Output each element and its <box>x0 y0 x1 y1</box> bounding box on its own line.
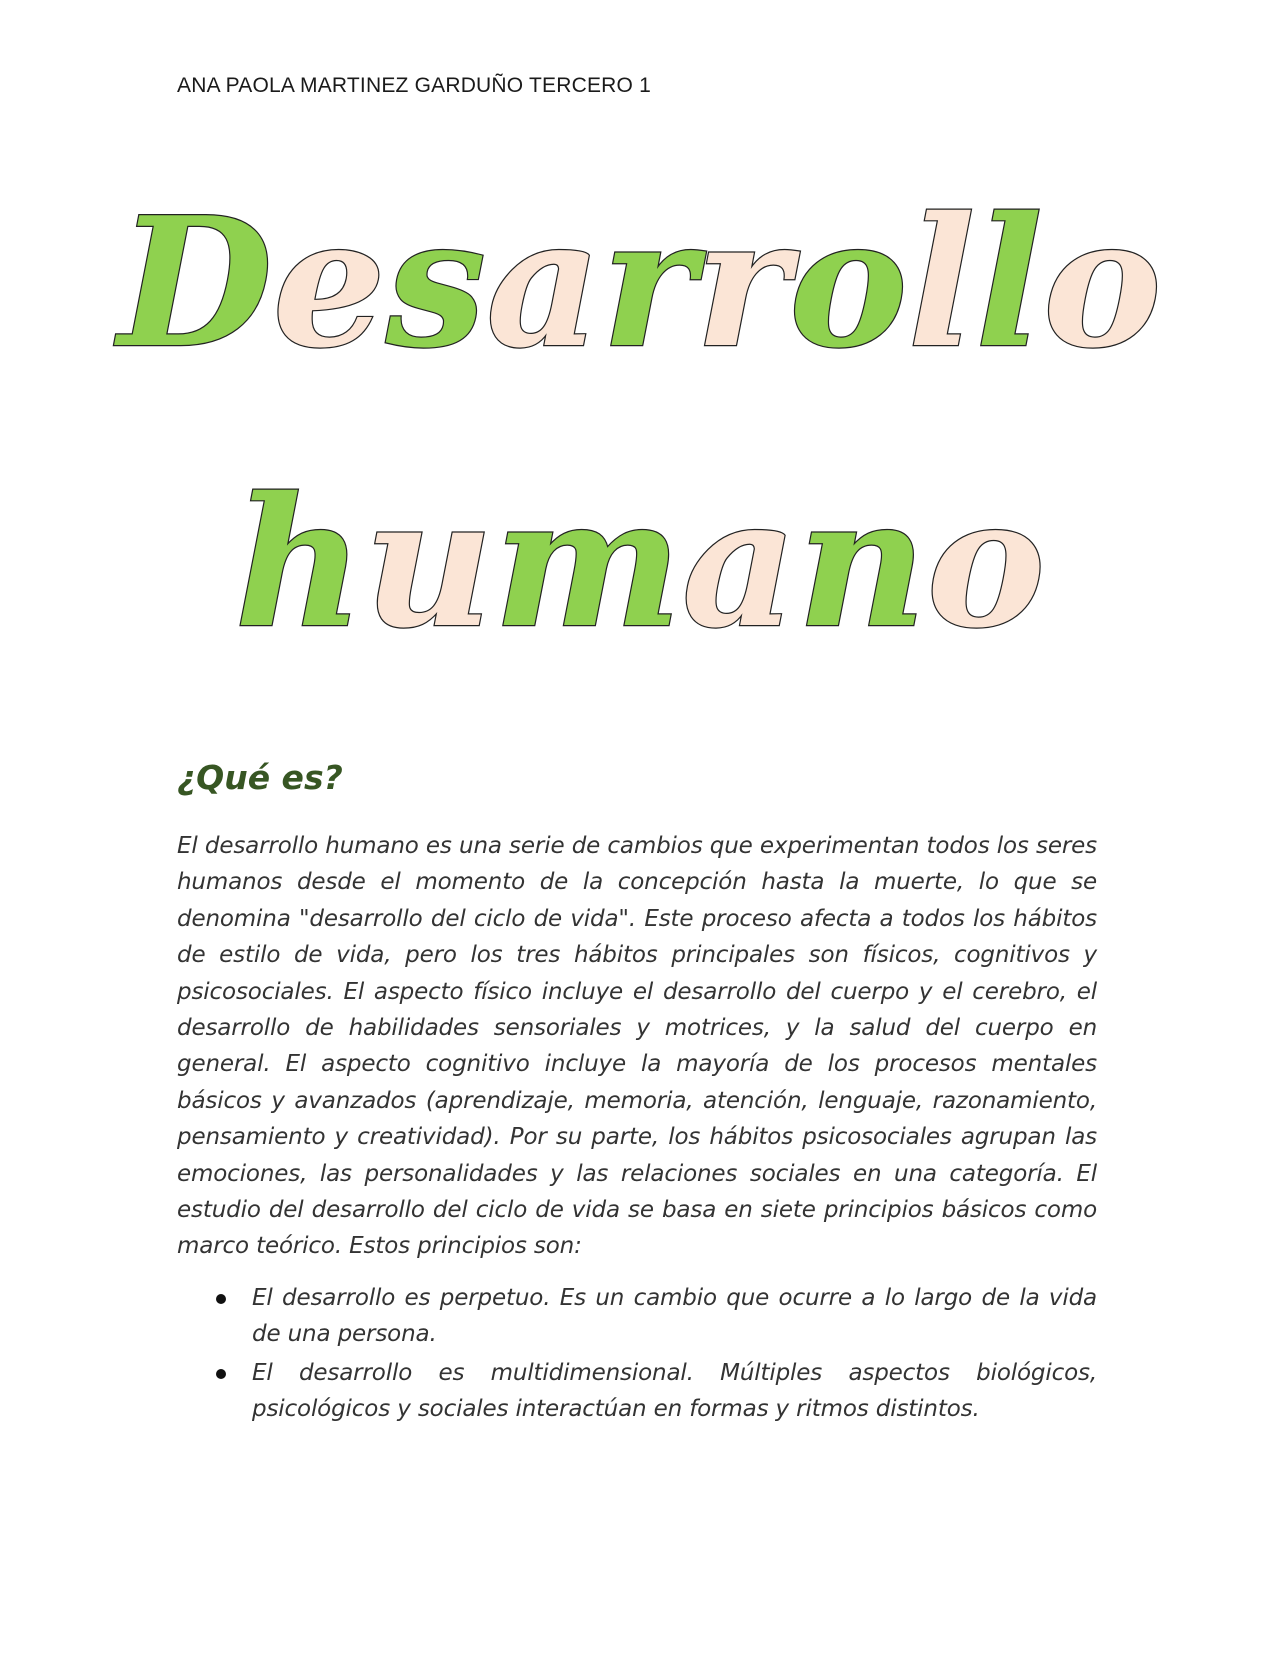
list-item <box>177 1355 1097 1428</box>
body-paragraph: El desarrollo humano es una serie de cambios que experimentan todos los seres humanos desde el momento de la concepción hasta la muerte, lo que se denomina "desarrollo del ciclo de vida". Este proceso afecta a todos los hábitos de estilo de vida, pero los tres hábitos principales son físicos, cognitivos y psicosociales. El aspecto físico incluye el desarrollo del cuerpo y el cerebro, el desarrollo de habilidades sensoriales y motrices, y la salud del cuerpo en general. El aspecto cognitivo incluye la mayoría de los procesos mentales básicos y avanzados (aprendizaje, memoria, atención, lenguaje, razonamiento, pensamiento y creatividad). Por su parte, los hábitos psicosociales agrupan las emociones, las personalidades y las relaciones sociales en una categoría. El estudio del desarrollo del ciclo de vida se basa en siete principios básicos como marco teórico. Estos principios son: <box>177 833 1097 1260</box>
title-letter: r <box>695 178 790 387</box>
bullet-icon <box>216 1369 226 1379</box>
title-letter: m <box>493 458 682 667</box>
section-heading: ¿Qué es? <box>177 758 343 797</box>
title-letter: o <box>926 458 1046 667</box>
title-line-2 <box>235 458 1046 667</box>
title-letter: a <box>681 458 798 667</box>
title-letter: s <box>385 178 487 387</box>
title-letter: D <box>118 178 273 387</box>
title-letter: e <box>272 178 386 387</box>
title-line-1 <box>113 178 1161 387</box>
principles-list <box>177 1280 1097 1430</box>
title-letter: l <box>907 178 976 387</box>
bullet-icon <box>216 1294 226 1304</box>
title-svg <box>0 170 1280 690</box>
title-letter: n <box>797 458 927 667</box>
title-letter: r <box>601 178 696 387</box>
list-item-text: El desarrollo es perpetuo. Es un cambio que ocurre a lo largo de la vida de una persona. <box>252 1285 1097 1348</box>
title-letter: o <box>789 178 908 387</box>
title-letter: o <box>1042 178 1162 387</box>
title-letter: u <box>364 458 494 667</box>
title-letter: h <box>234 458 365 667</box>
title-letter: a <box>486 178 602 387</box>
title-letter: l <box>975 178 1043 387</box>
author-header: ANA PAOLA MARTINEZ GARDUÑO TERCERO 1 <box>177 74 651 97</box>
title-artwork <box>0 170 1280 690</box>
list-item-text: El desarrollo es multidimensional. Múltiples aspectos biológicos, psicológicos y sociales interactúan en formas y ritmos distintos. <box>252 1359 1097 1423</box>
list-item <box>177 1280 1097 1353</box>
